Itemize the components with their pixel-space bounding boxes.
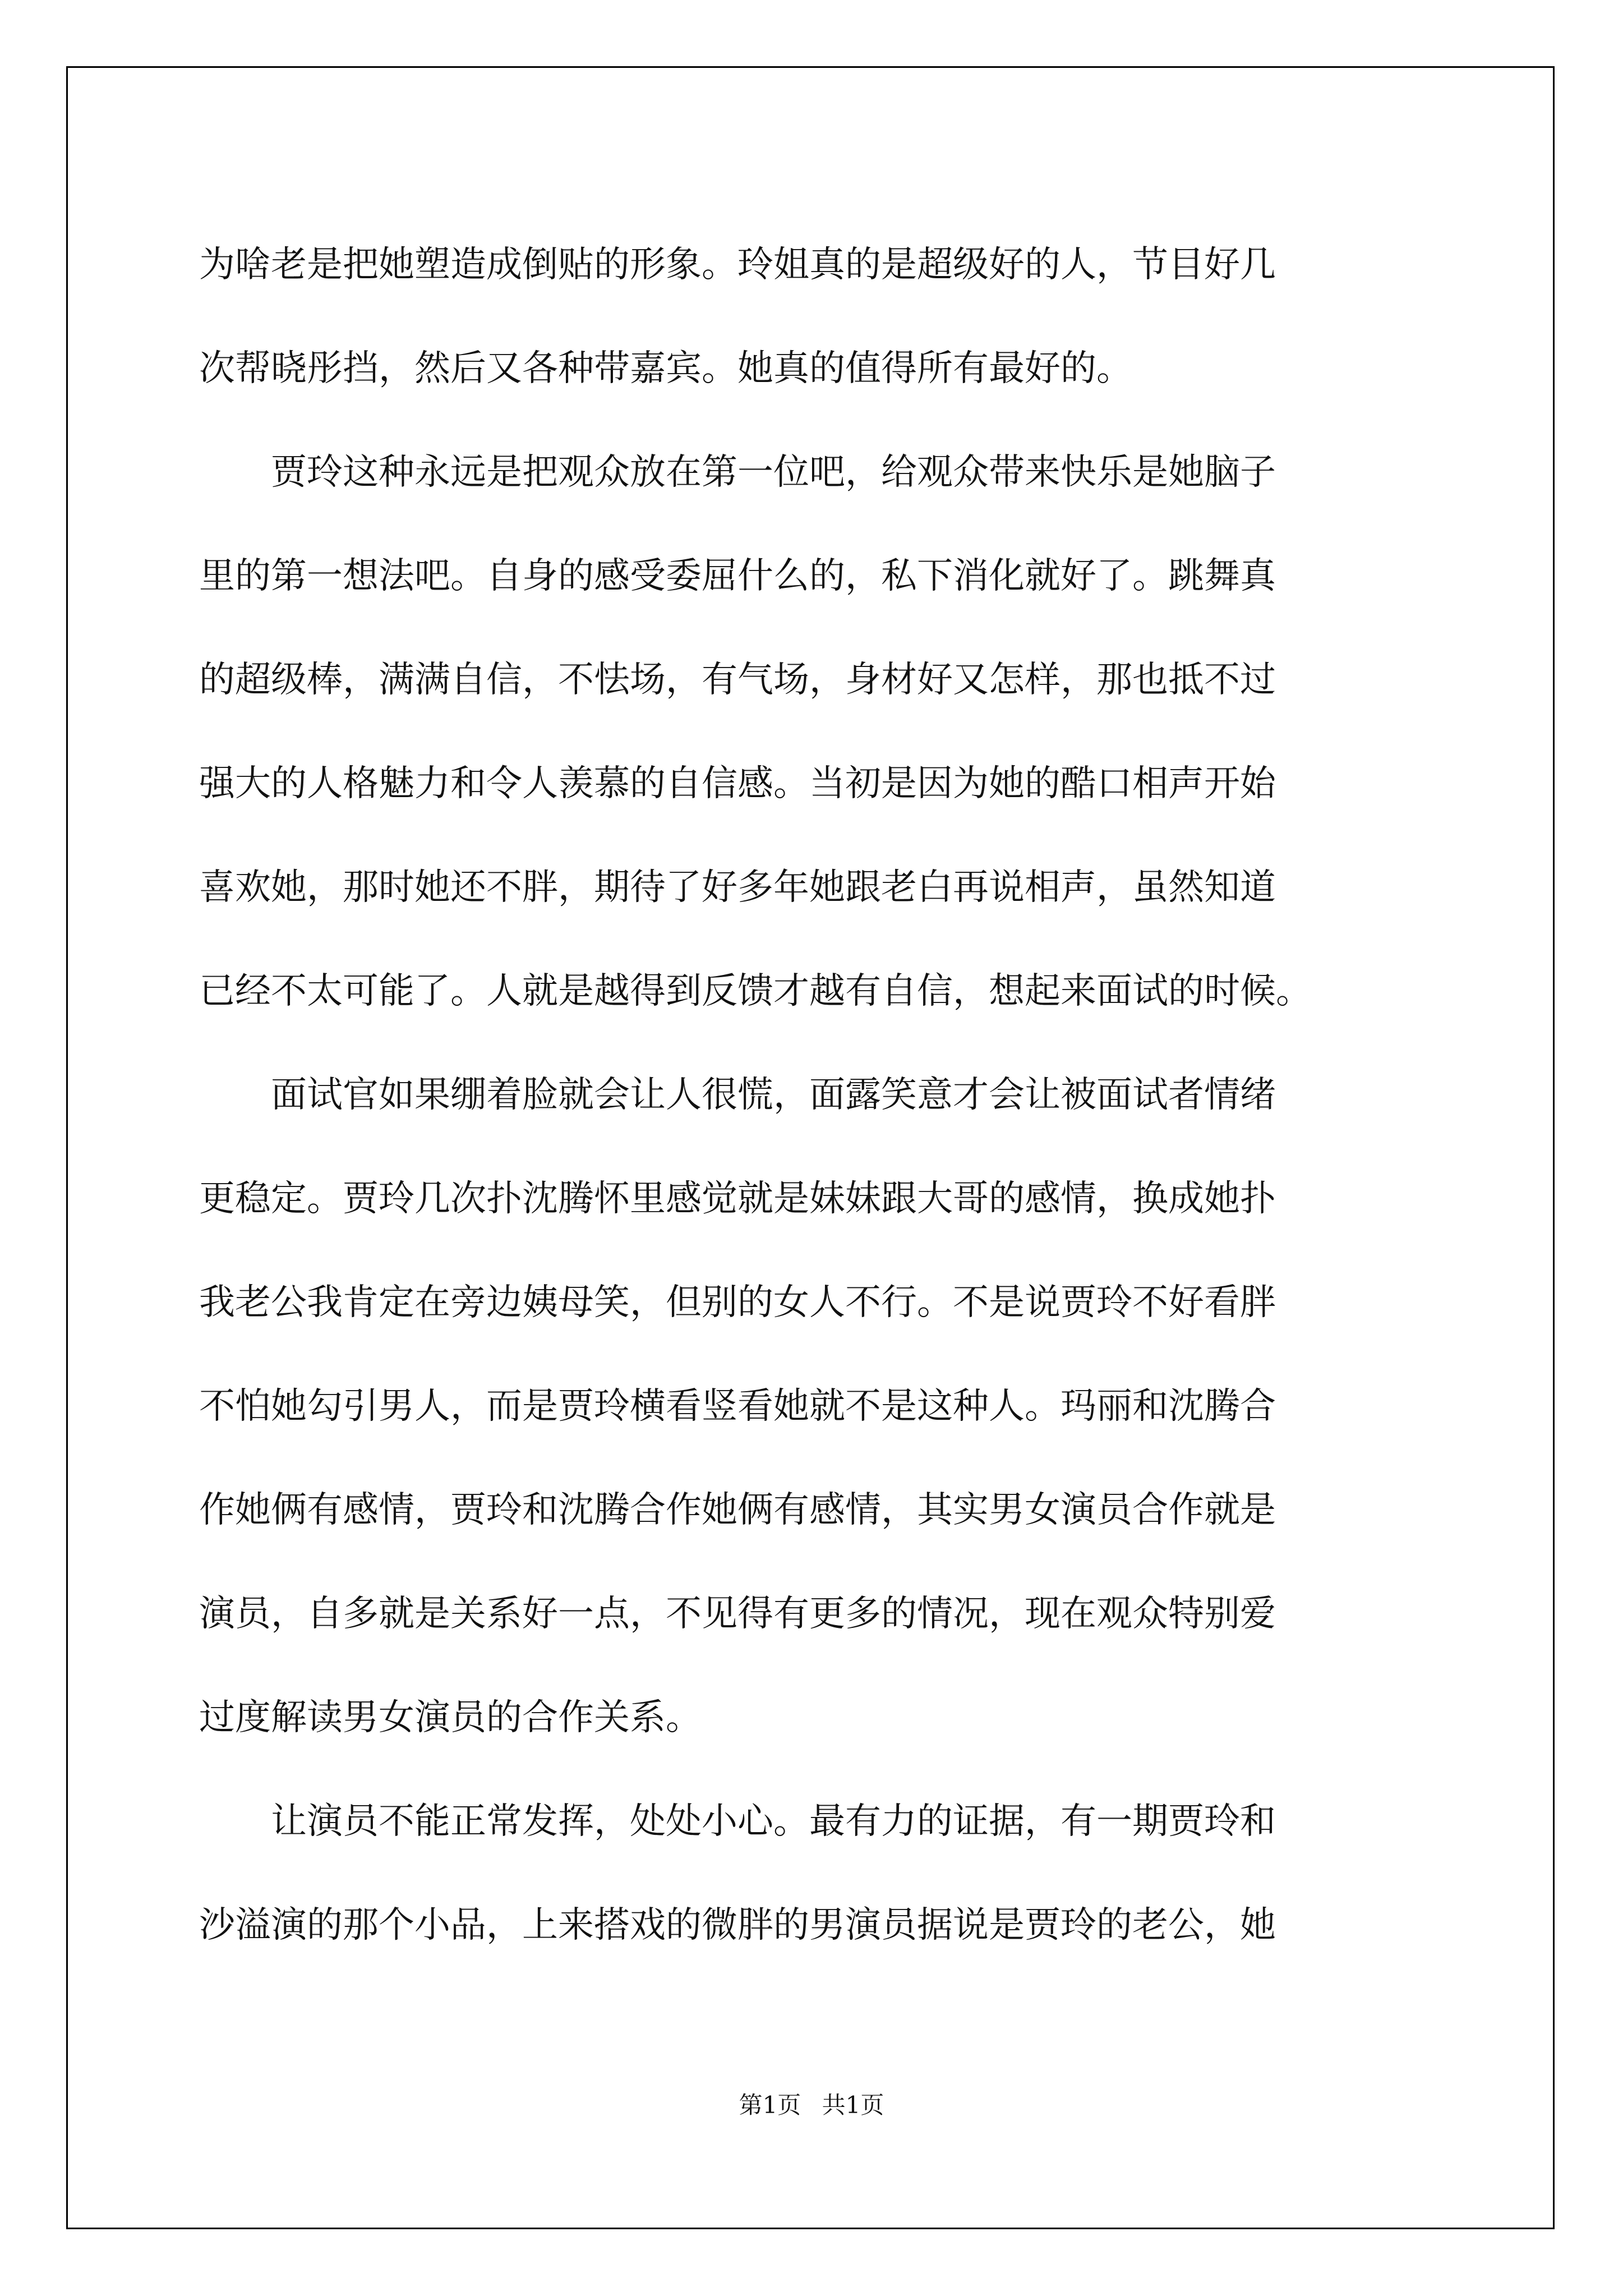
text-line: 过度解读男女演员的合作关系。 bbox=[199, 1697, 702, 1738]
text-line: 喜欢她，那时她还不胖，期待了好多年她跟老白再说相声，虽然知道 bbox=[199, 867, 1276, 908]
text-line: 不怕她勾引男人，而是贾玲横看竖看她就不是这种人。玛丽和沈腾合 bbox=[199, 1386, 1276, 1427]
text-line: 已经不太可能了。人就是越得到反馈才越有自信，想起来面试的时候。 bbox=[199, 970, 1312, 1012]
text-line: 里的第一想法吧。自身的感受委屈什么的，私下消化就好了。跳舞真 bbox=[199, 555, 1276, 597]
body-text bbox=[199, 213, 1433, 1977]
text-line: 更稳定。贾玲几次扑沈腾怀里感觉就是妹妹跟大哥的感情，换成她扑 bbox=[199, 1178, 1276, 1220]
page-number: 第1页 bbox=[739, 2091, 801, 2119]
text-line: 的超级棒，满满自信，不怯场，有气场，身材好又怎样，那也抵不过 bbox=[199, 659, 1276, 701]
text-line: 次帮晓彤挡，然后又各种带嘉宾。她真的值得所有最好的。 bbox=[199, 348, 1132, 389]
text-line: 面试官如果绷着脸就会让人很慌，面露笑意才会让被面试者情绪 bbox=[199, 1074, 1276, 1116]
text-line: 为啥老是把她塑造成倒贴的形象。玲姐真的是超级好的人，节目好几 bbox=[199, 244, 1276, 286]
text-line: 演员，自多就是关系好一点，不见得有更多的情况，现在观众特别爱 bbox=[199, 1593, 1276, 1635]
page-total: 共1页 bbox=[822, 2091, 884, 2119]
page-footer bbox=[0, 2087, 1623, 2120]
text-line: 我老公我肯定在旁边姨母笑，但别的女人不行。不是说贾玲不好看胖 bbox=[199, 1282, 1276, 1323]
text-line: 贾玲这种永远是把观众放在第一位吧，给观众带来快乐是她脑子 bbox=[199, 452, 1276, 493]
text-line: 作她俩有感情，贾玲和沈腾合作她俩有感情，其实男女演员合作就是 bbox=[199, 1489, 1276, 1531]
text-line: 强大的人格魅力和令人羡慕的自信感。当初是因为她的酷口相声开始 bbox=[199, 763, 1276, 804]
text-line: 让演员不能正常发挥，处处小心。最有力的证据，有一期贾玲和 bbox=[199, 1801, 1276, 1842]
text-line: 沙溢演的那个小品，上来搭戏的微胖的男演员据说是贾玲的老公，她 bbox=[199, 1904, 1276, 1946]
